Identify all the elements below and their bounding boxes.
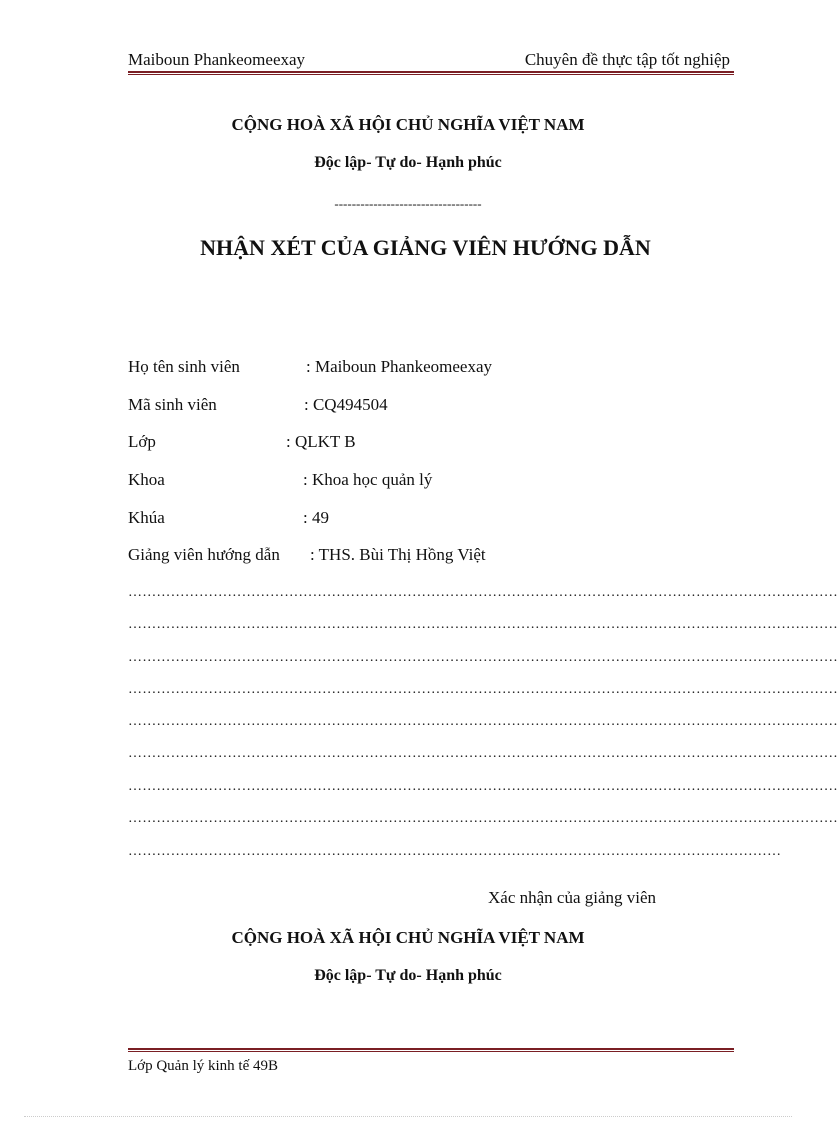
comment-line: …………………………………………………………………………………………………………………………………… [128,811,838,826]
info-label: Khúa [128,508,165,527]
document-title: NHẬN XÉT CỦA GIẢNG VIÊN HƯỚNG DẪN [200,235,651,260]
comment-line: …………………………………………………………………………………………………………………………………… [128,585,838,600]
info-value: : Maiboun Phankeomeexay [306,357,493,376]
page-footer: Lớp Quản lý kinh tế 49B [128,1058,278,1074]
footer-rule [128,1048,734,1052]
page-header [128,49,734,73]
info-value: : 49 [303,508,329,527]
motto-heading: Độc lập- Tự do- Hạnh phúc [314,154,502,171]
header-subject: Chuyên đề thực tập tốt nghiệp [524,50,730,69]
info-label: Họ tên sinh viên [128,357,240,376]
closing-motto-heading: Độc lập- Tự do- Hạnh phúc [314,967,502,984]
comment-line: …………………………………………………………………………………………………………………………………… [128,779,838,794]
comment-line: …………………………………………………………………………………………………………………………………… [128,714,838,729]
info-value: : CQ494504 [304,395,388,414]
info-label: Giảng viên hướng dẫn [128,545,280,564]
comment-line: …………………………………………………………………………………………………………………………………… [128,746,838,761]
info-value: : Khoa học quản lý [303,470,433,489]
nation-heading: CỘNG HOÀ XÃ HỘI CHỦ NGHĨA VIỆT NAM [231,115,585,134]
heading-separator: ---------------------------------- [334,196,482,211]
info-label: Mã sinh viên [128,395,217,414]
info-label: Khoa [128,470,165,489]
comment-line: …………………………………………………………………………………………………………………………………… [128,650,838,665]
comment-line: …………………………………………………………………………………………………………………………………… [128,617,838,632]
comment-line: …………………………………………………………………………………………………………………………………… [128,682,838,697]
info-value: : THS. Bùi Thị Hồng Việt [310,545,486,564]
closing-nation-heading: CỘNG HOÀ XÃ HỘI CHỦ NGHĨA VIỆT NAM [231,928,585,947]
info-label: Lớp [128,432,156,451]
header-author: Maiboun Phankeomeexay [128,50,306,69]
page-bottom-border [24,1116,792,1119]
supervisor-confirmation: Xác nhận của giảng viên [488,888,657,907]
header-rule [128,71,734,75]
info-value: : QLKT B [286,432,356,451]
comment-line: ………………………………………………………………………………………………………………………… [128,844,782,859]
